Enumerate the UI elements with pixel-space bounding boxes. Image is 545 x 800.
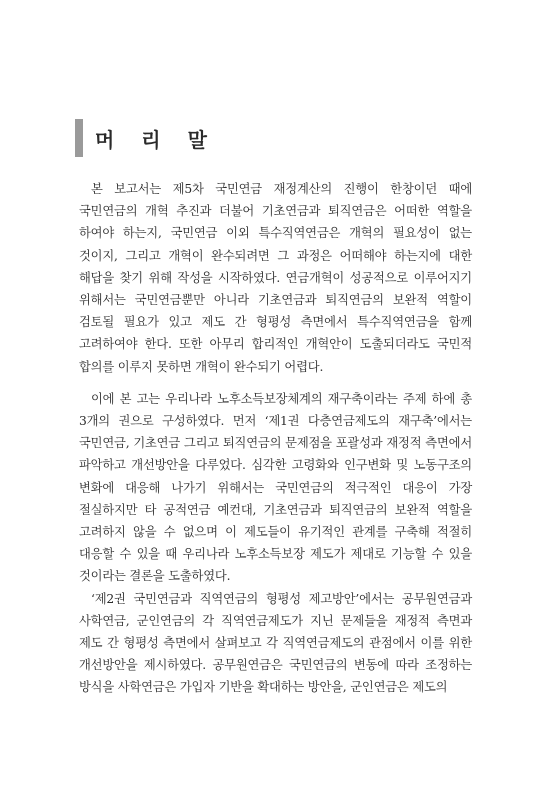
heading-accent-bar [75,119,83,157]
paragraph: 이에 본 고는 우리나라 노후소득보장체계의 재구축이라는 주제 하에 총 3개의 권으로 구성하였다. 먼저 ‘제1권 다층연금제도의 재구축’에서는 국민연금, 기초연금 그리고 퇴직연금의 문제점을 포괄성과 재정적 측면에서 파악하고 개선방안을 다루었다. 심각한 고령화와 인구변화 및 노동구조의 변화에 대응해 나가기 위해서는 국민연금의 적극적인 대응이 가장 절실하지만 타 공적연금 예컨대, 기초연금과 퇴직연금의 보완적 역할을 고려하지 않을 수 없으며 이 제도들이 유기적인 관계를 구축해 적절히 대응할 수 있을 때 우리나라 노후소득보장 제도가 제대로 기능할 수 있을 것이라는 결론을 도출하였다. [79,391,472,584]
page-title: 머 리 말 [95,127,217,152]
body-text [79,178,472,699]
paragraph: ‘제2권 국민연금과 직역연금의 형평성 제고방안’에서는 공무원연금과 사학연금, 군인연금의 각 직역연금제도가 지닌 문제들을 재정적 측면과 제도 간 형평성 측면에서 살펴보고 각 직역연금제도의 관점에서 이를 위한 개선방안을 제시하였다. 공무원연금은 국민연금의 변동에 따라 조정하는 방식을 사학연금은 가입자 기반을 확대하는 방안을, 군인연금은 제도의 [79,591,472,695]
section-heading [75,119,217,157]
paragraph: 본 보고서는 제5차 국민연금 재정계산의 진행이 한창이던 때에 국민연금의 개혁 추진과 더불어 기초연금과 퇴직연금은 어떠한 역할을 하여야 하는지, 국민연금 이외 특수직역연금은 개혁의 필요성이 없는 것이지, 그리고 개혁이 완수되려면 그 과정은 어떠해야 하는지에 대한 해답을 찾기 위해 작성을 시작하였다. 연금개혁이 성공적으로 이루어지기 위해서는 국민연금뿐만 아니라 기초연금과 퇴직연금의 보완적 역할이 검토될 필요가 있고 제도 간 형평성 측면에서 특수직역연금을 함께 고려하여야 한다. 또한 아무리 합리적인 개혁안이 도출되더라도 국민적 합의를 이루지 못하면 개혁이 완수되기 어렵다. [79,182,472,374]
